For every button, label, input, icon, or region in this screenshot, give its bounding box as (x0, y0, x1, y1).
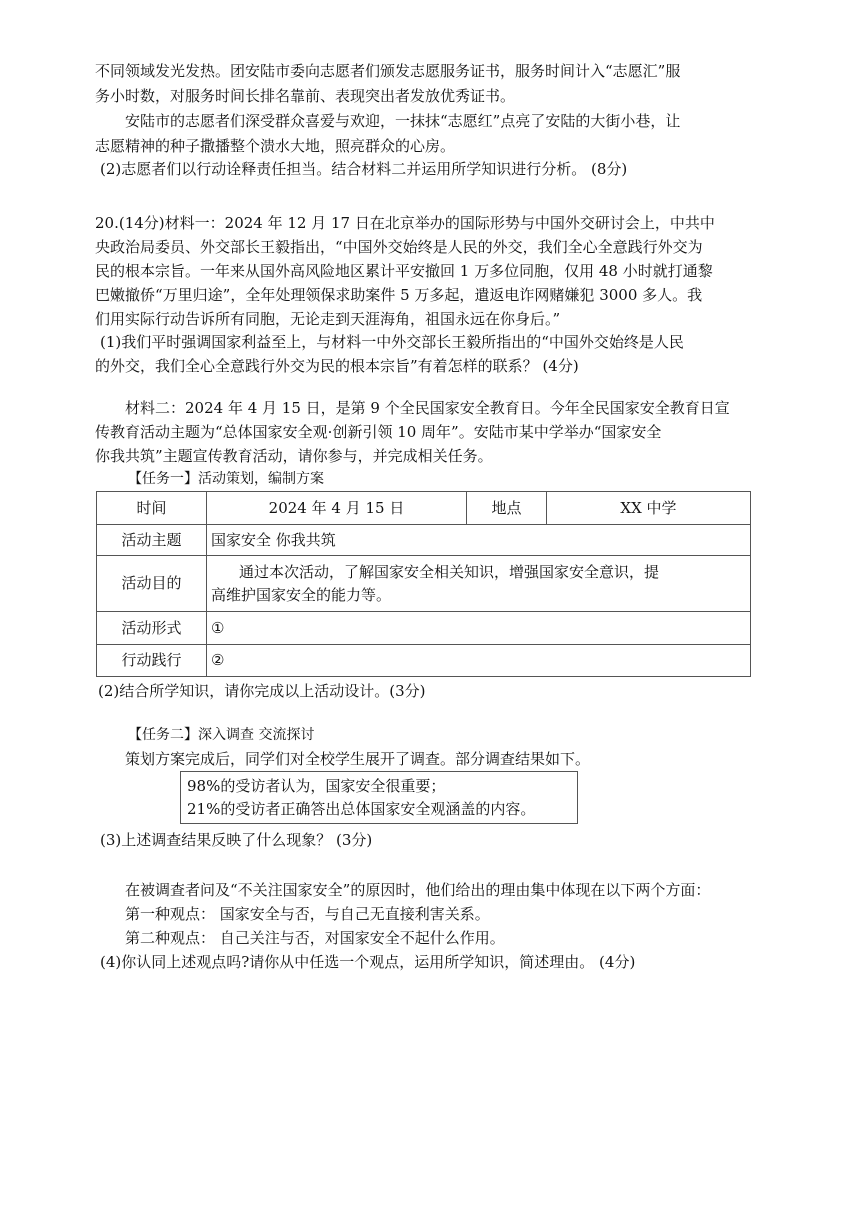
time-value: 2024 年 4 月 15 日 (207, 492, 467, 525)
question-20-material1-line: 20.(14分)材料一：2024 年 12 月 17 日在北京举办的国际形势与中国外交研讨会上，中共中 (95, 214, 715, 232)
survey-result: 21%的受访者正确答出总体国家安全观涵盖的内容。 (187, 800, 536, 818)
table-row (97, 556, 751, 612)
action-label: 行动践行 (97, 645, 207, 677)
question-20-material1-line: 巴嫩撤侨“万里归途”，全年处理领保求助案件 5 万多起，遣返电诈网赌嫌犯 3000 多人。我 (95, 286, 703, 304)
form-blank: ① (207, 612, 751, 645)
question-20-material1-line: 们用实际行动告诉所有同胞，无论走到天涯海角，祖国永远在你身后。” (95, 310, 561, 328)
goal-text-line: 通过本次活动，了解国家安全相关知识，增强国家安全意识，提 (239, 562, 660, 581)
material-text-line: 不同领域发光发热。团安陆市委向志愿者们颁发志愿服务证书，服务时间计入“志愿汇”服 (95, 62, 681, 80)
survey-result: 98%的受访者认为，国家安全很重要； (187, 777, 446, 795)
question-20-1: (1)我们平时强调国家利益至上，与材料一中外交部长王毅所指出的“中国外交始终是人民 (100, 333, 684, 351)
table-row (97, 525, 751, 556)
form-label: 活动形式 (97, 612, 207, 645)
task2-intro: 策划方案完成后，同学们对全校学生展开了调查。部分调查结果如下。 (125, 750, 591, 768)
theme-label: 活动主题 (97, 525, 207, 556)
goal-text-line: 高维护国家安全的能力等。 (211, 585, 392, 604)
table-row (97, 492, 751, 525)
question-19-2: (2)志愿者们以行动诠释责任担当。结合材料二并运用所学知识进行分析。 (8分) (100, 160, 628, 178)
question-20-material2-line: 传教育活动主题为“总体国家安全观·创新引领 10 周年”。安陆市某中学举办“国家安全 (95, 423, 662, 441)
goal-label: 活动目的 (97, 556, 207, 612)
material-text-line: 志愿精神的种子撒播整个溃水大地，照亮群众的心房。 (95, 137, 456, 155)
question-20-material2-line: 你我共筑”主题宣传教育活动，请你参与，并完成相关任务。 (95, 447, 493, 465)
action-blank: ② (207, 645, 751, 677)
question-20-2: (2)结合所学知识，请你完成以上活动设计。(3分) (98, 682, 426, 700)
question-20-material1-line: 民的根本宗旨。一年来从国外高风险地区累计平安撤回 1 万多位同胞，仅用 48 小时就打通黎 (95, 262, 713, 280)
question-20-material2-line: 材料二：2024 年 4 月 15 日，是第 9 个全民国家安全教育日。今年全民国家安全教育日宣 (125, 399, 730, 417)
goal-value (207, 556, 751, 612)
task2-heading: 【任务二】深入调查 交流探讨 (128, 727, 315, 743)
table-row (97, 612, 751, 645)
question-20-material1-line: 央政治局委员、外交部长王毅指出，“中国外交始终是人民的外交，我们全心全意践行外交为 (95, 238, 703, 256)
place-label: 地点 (467, 492, 547, 525)
task1-heading: 【任务一】活动策划，编制方案 (128, 471, 324, 487)
reason-intro: 在被调查者问及“不关注国家安全”的原因时，他们给出的理由集中体现在以下两个方面： (125, 881, 711, 899)
survey-results-box (180, 771, 578, 824)
place-value: XX 中学 (547, 492, 751, 525)
theme-value: 国家安全 你我共筑 (207, 525, 751, 556)
question-20-3: (3)上述调查结果反映了什么现象？ (3分) (100, 831, 373, 849)
time-label: 时间 (97, 492, 207, 525)
material-text-line: 务小时数，对服务时间长排名靠前、表现突出者发放优秀证书。 (95, 87, 516, 105)
viewpoint-one: 第一种观点： 国家安全与否，与自己无直接利害关系。 (125, 905, 490, 923)
question-20-4: (4)你认同上述观点吗?请你从中任选一个观点，运用所学知识，简述理由。 (4分) (100, 953, 636, 971)
question-20-1: 的外交，我们全心全意践行外交为民的根本宗旨”有着怎样的联系？ (4分) (95, 357, 579, 375)
activity-plan-table (96, 491, 751, 677)
material-text-line: 安陆市的志愿者们深受群众喜爱与欢迎，一抹抹“志愿红”点亮了安陆的大街小巷，让 (125, 112, 681, 130)
viewpoint-two: 第二种观点： 自己关注与否，对国家安全不起什么作用。 (125, 929, 505, 947)
table-row (97, 645, 751, 677)
